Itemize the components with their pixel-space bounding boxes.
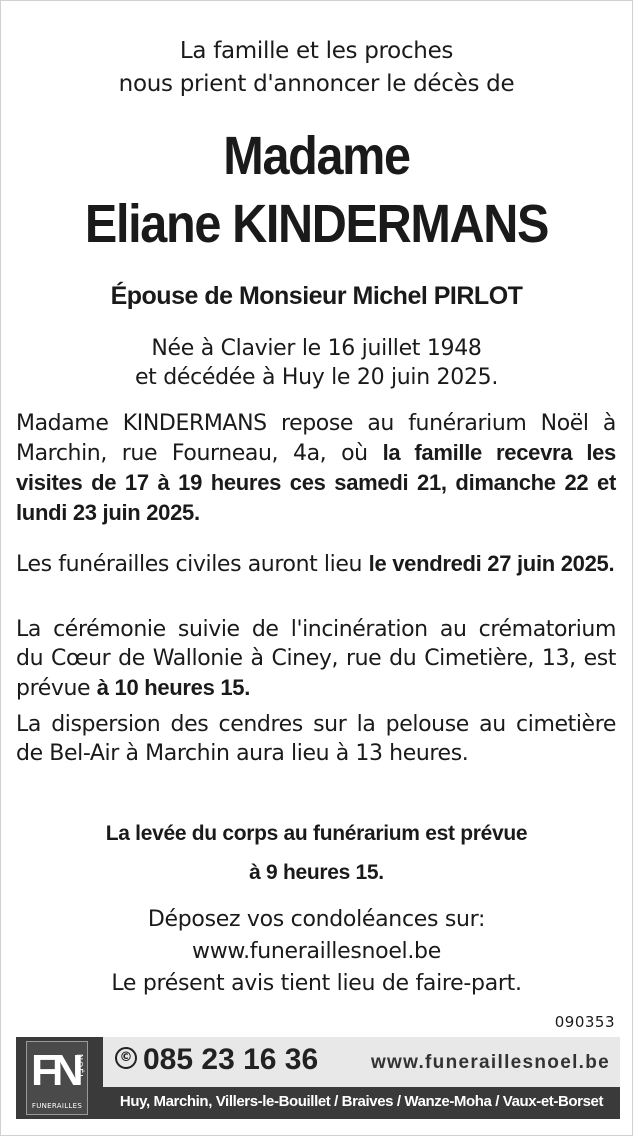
footer-locations: Huy, Marchin, Villers-le-Bouillet / Braives / Wanze-Moha / Vaux-et-Borset <box>119 1093 604 1110</box>
intro-line-2: nous prient d'annoncer le décès de <box>118 71 515 97</box>
intro-text <box>1 35 632 101</box>
deceased-name <box>33 122 601 258</box>
spouse-line: Épouse de Monsieur Michel PIRLOT <box>110 282 523 310</box>
condolences-line: Déposez vos condoléances sur: <box>147 907 486 932</box>
deceased-title: Madame <box>223 126 410 186</box>
intro-line-1: La famille et les proches <box>179 38 454 64</box>
ceremony-text: La cérémonie suivie de l'incinération au crématorium du Cœur de Wallonie à Ciney, rue du Cimetière, 13, est prévue <box>16 617 616 701</box>
footer-website-link[interactable]: www.funeraillesnoel.be <box>370 1052 610 1073</box>
phone-icon: © <box>115 1047 137 1069</box>
funeral-paragraph <box>16 549 616 579</box>
reference-number: 090353 <box>554 1013 615 1031</box>
visit-bold: la famille recevra les visites de 17 à 19 heures ces samedi 21, dimanche 22 et lundi 23 juin 2025. <box>16 440 616 525</box>
deceased-full-name: Eliane KINDERMANS <box>84 194 549 254</box>
logo-side-text: NOËL <box>75 1054 84 1080</box>
death-line: et décédée à Huy le 20 juin 2025. <box>134 365 499 390</box>
visit-paragraph <box>16 409 616 528</box>
funeral-bold: le vendredi 27 juin 2025. <box>368 551 615 576</box>
dispersion-text: La dispersion des cendres sur la pelouse au cimetière de Bel-Air à Marchin aura lieu à 13 heures. <box>16 712 616 766</box>
levee-line-1: La levée du corps au funérarium est prévue <box>105 822 528 845</box>
visit-text: Madame KINDERMANS repose au funérarium Noël à Marchin, rue Fourneau, 4a, où <box>16 411 616 466</box>
logo-letters: FN <box>31 1046 78 1095</box>
dispersion-paragraph <box>16 710 616 768</box>
contact-band <box>103 1037 620 1087</box>
phone-number[interactable]: 085 23 16 36 <box>143 1043 319 1076</box>
ceremony-paragraph <box>16 615 616 703</box>
faire-part-notice: Le présent avis tient lieu de faire-part. <box>111 971 522 996</box>
ceremony-bold: à 10 heures 15. <box>96 675 251 700</box>
funeral-home-footer <box>16 1037 620 1119</box>
logo-caption: FUNERAILLES <box>31 1102 83 1110</box>
funeral-text: Les funérailles civiles auront lieu <box>16 552 369 577</box>
levee-line-2: à 9 heures 15. <box>249 861 384 884</box>
life-dates <box>1 334 632 392</box>
condolences-website-link[interactable]: www.funeraillesnoel.be <box>192 939 441 964</box>
funeral-home-logo <box>26 1041 88 1115</box>
levee-section <box>1 814 632 892</box>
condolences-section <box>1 904 632 1000</box>
birth-line: Née à Clavier le 16 juillet 1948 <box>151 336 482 361</box>
